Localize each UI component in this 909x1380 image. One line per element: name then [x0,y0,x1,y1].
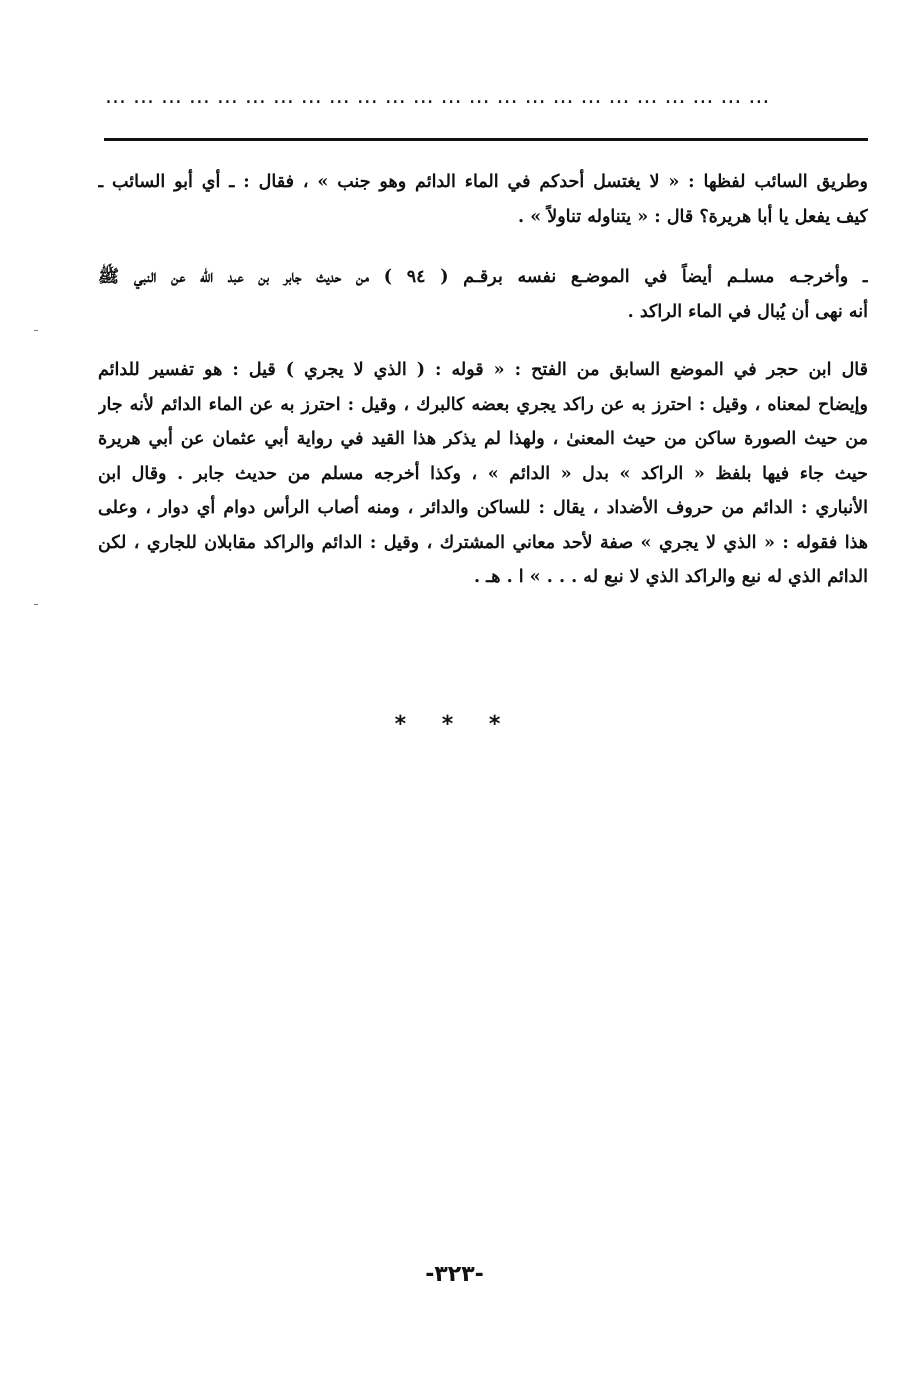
text-line: قال ابن حجر في الموضع السابق من الفتح : « قوله : ( الذي لا يجري ) قيل : هو تفسير للدائم [98,360,868,380]
text-line: ـ وأخرجـه مسلـم أيضاً في الموضـع نفسه برقـم ( ٩٤ ) من حديث جابر بن عبد الله عن النبي ﷺ [98,267,868,287]
paragraph-2 [98,260,868,329]
section-separator-stars: * * * [394,712,515,737]
text-line: حيث جاء فيها بلفظ « الراكد » بدل « الدائم » ، وكذا أخرجه مسلم من حديث جابر . وقال ابن [98,463,868,484]
margin-mark [34,330,38,331]
text-line: الأنباري : الدائم من حروف الأضداد ، يقال : للساكن والدائر ، ومنه أصاب الرأس دوام أي دوار ، وعلى [98,498,868,518]
text-line: هذا فقوله : « الذي لا يجري » صفة لأحد معاني المشترك ، وقيل : الدائم والراكد مقابلان للجاري ، لكن [98,532,868,553]
margin-mark [34,604,38,605]
text-line: من حيث الصورة ساكن من حيث المعنىٰ ، ولهذا لم يذكر هذا القيد في رواية أبي عثمان عن أبي هريرة [98,429,868,449]
text-line: الدائم الذي له نبع والراكد الذي لا نبع له . . . » ا . هـ . [473,567,868,587]
text-line: أنه نهى أن يُبال في الماء الراكد . [627,301,868,322]
text-line: كيف يفعل يا أبا هريرة؟ قال : « يتناوله تناولاً » . [518,206,868,227]
paragraph-1 [98,165,868,234]
text-line: وإيضاح لمعناه ، وقيل : احترز به عن راكد يجري بعضه كالبرك ، وقيل : احترز به عن الماء الدائم لأنه جار [98,394,868,415]
horizontal-rule [104,138,868,141]
text-line: وطريق السائب لفظها : « لا يغتسل أحدكم في الماء الدائم وهو جنب » ، فقال : ـ أي أبو السائب ـ [98,172,868,192]
paragraph-3 [98,353,868,595]
page-number: -٣٢٣- [425,1262,484,1287]
dotted-separator: ... ... ... ... ... ... ... ... ... ... ... ... ... ... ... ... ... ... ... ... ... ... ... ... [105,84,770,109]
